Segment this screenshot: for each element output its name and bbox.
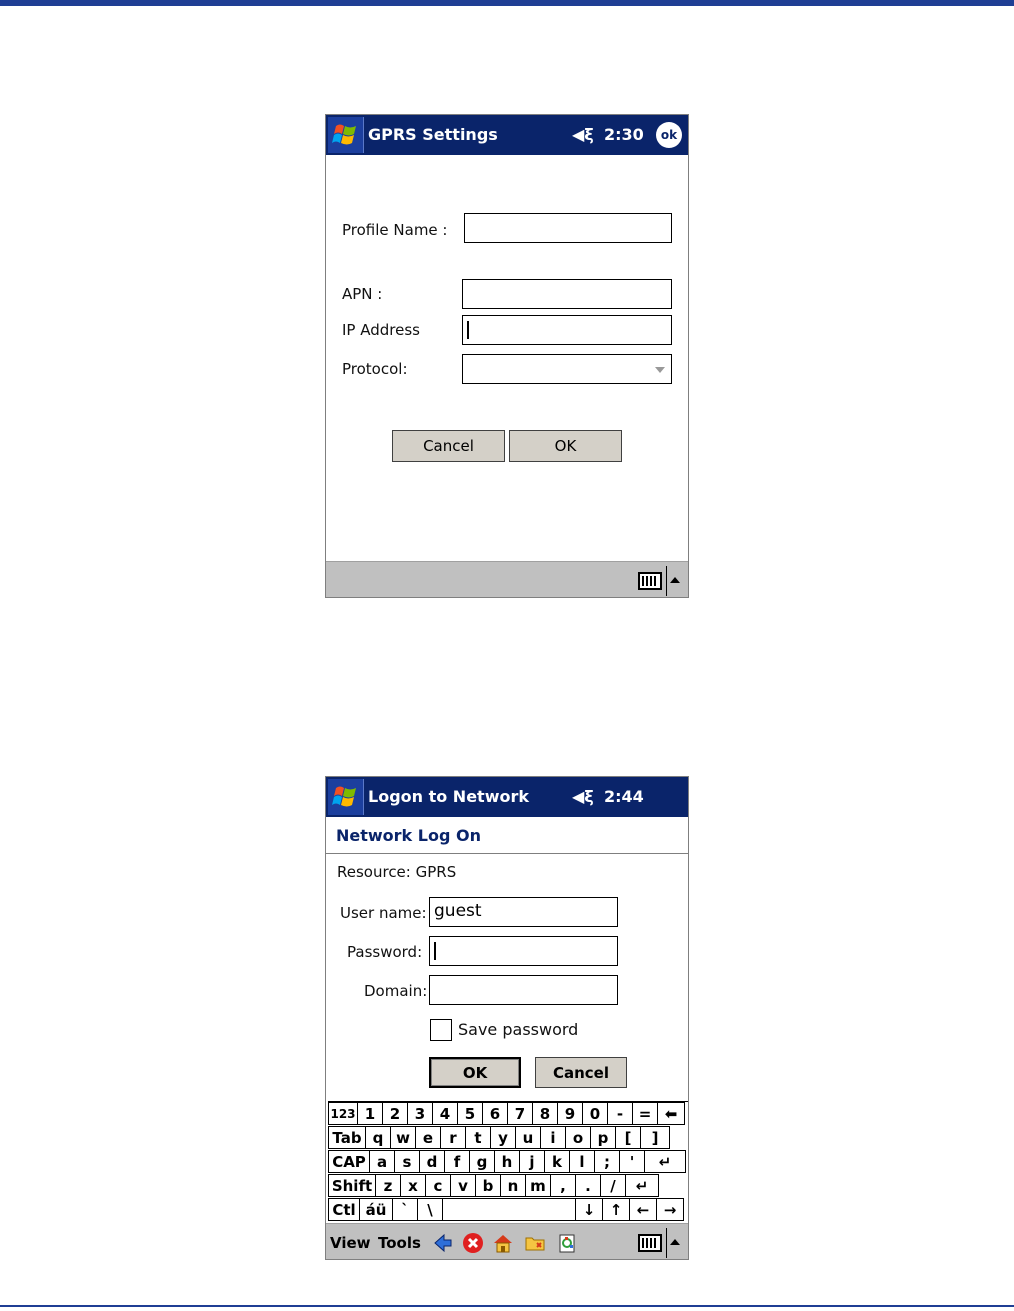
key-return[interactable]: ↵ bbox=[625, 1174, 659, 1197]
key-right-bracket[interactable]: ] bbox=[640, 1126, 670, 1149]
key-arrow-right[interactable]: → bbox=[656, 1198, 684, 1221]
chevron-up-icon[interactable] bbox=[670, 577, 680, 583]
key-ctrl[interactable]: Ctl bbox=[328, 1198, 360, 1221]
ok-close-button[interactable]: ok bbox=[656, 122, 682, 148]
key-t[interactable]: t bbox=[465, 1126, 491, 1149]
dialog-header-title: Network Log On bbox=[336, 826, 481, 845]
title-bar bbox=[326, 777, 688, 817]
command-bar bbox=[326, 1223, 688, 1260]
key-r[interactable]: r bbox=[440, 1126, 466, 1149]
ip-address-label: IP Address bbox=[342, 321, 420, 339]
key-e[interactable]: e bbox=[415, 1126, 441, 1149]
key-7[interactable]: 7 bbox=[507, 1102, 533, 1125]
page-top-rule bbox=[0, 0, 1014, 6]
user-name-label: User name: bbox=[340, 904, 427, 922]
keyboard-row-4 bbox=[328, 1174, 658, 1198]
key-arrow-up[interactable]: ↑ bbox=[602, 1198, 630, 1221]
key-semicolon[interactable]: ; bbox=[594, 1150, 620, 1173]
key-m[interactable]: m bbox=[525, 1174, 551, 1197]
favorites-folder-icon[interactable] bbox=[524, 1232, 546, 1254]
key-l[interactable]: l bbox=[569, 1150, 595, 1173]
keyboard-row-2 bbox=[328, 1126, 669, 1150]
key-d[interactable]: d bbox=[419, 1150, 445, 1173]
stop-icon[interactable] bbox=[462, 1232, 484, 1254]
key-a[interactable]: a bbox=[369, 1150, 395, 1173]
key-0[interactable]: 0 bbox=[582, 1102, 608, 1125]
separator bbox=[666, 1228, 667, 1258]
key-g[interactable]: g bbox=[469, 1150, 495, 1173]
key-2[interactable]: 2 bbox=[382, 1102, 408, 1125]
chevron-down-icon bbox=[655, 367, 665, 373]
key-k[interactable]: k bbox=[544, 1150, 570, 1173]
menu-view[interactable]: View bbox=[330, 1234, 371, 1252]
resource-label: Resource: GPRS bbox=[337, 863, 457, 881]
key-p[interactable]: p bbox=[590, 1126, 616, 1149]
key-arrow-down[interactable]: ↓ bbox=[575, 1198, 603, 1221]
key-space[interactable] bbox=[442, 1198, 576, 1221]
windows-flag-icon bbox=[332, 784, 360, 810]
profile-name-input[interactable] bbox=[464, 213, 672, 243]
key-b[interactable]: b bbox=[475, 1174, 501, 1197]
windows-flag-icon bbox=[332, 122, 360, 148]
chevron-up-icon[interactable] bbox=[670, 1239, 680, 1245]
page-bottom-rule bbox=[0, 1305, 1014, 1307]
profile-name-label: Profile Name : bbox=[342, 221, 448, 239]
key-3[interactable]: 3 bbox=[407, 1102, 433, 1125]
key-enter[interactable]: ↵ bbox=[644, 1150, 686, 1173]
ok-button[interactable]: OK bbox=[509, 430, 622, 462]
apn-input[interactable] bbox=[462, 279, 672, 309]
key-n[interactable]: n bbox=[500, 1174, 526, 1197]
keyboard-icon[interactable] bbox=[638, 1234, 662, 1252]
key-left-bracket[interactable]: [ bbox=[615, 1126, 641, 1149]
text-cursor bbox=[467, 321, 469, 339]
key-6[interactable]: 6 bbox=[482, 1102, 508, 1125]
keyboard-row-1 bbox=[328, 1102, 684, 1126]
save-password-label: Save password bbox=[458, 1020, 579, 1039]
refresh-page-icon[interactable] bbox=[556, 1232, 578, 1254]
key-equals[interactable]: = bbox=[632, 1102, 658, 1125]
key-q[interactable]: q bbox=[365, 1126, 391, 1149]
save-password-checkbox[interactable] bbox=[430, 1019, 452, 1041]
key-backspace[interactable]: ⬅ bbox=[657, 1102, 685, 1125]
key-1[interactable]: 1 bbox=[357, 1102, 383, 1125]
text-cursor bbox=[434, 942, 436, 960]
cancel-button[interactable]: Cancel bbox=[392, 430, 505, 462]
ok-button[interactable]: OK bbox=[429, 1057, 521, 1088]
key-8[interactable]: 8 bbox=[532, 1102, 558, 1125]
back-arrow-icon[interactable] bbox=[432, 1232, 454, 1254]
key-i[interactable]: i bbox=[540, 1126, 566, 1149]
key-s[interactable]: s bbox=[394, 1150, 420, 1173]
cancel-button[interactable]: Cancel bbox=[535, 1057, 627, 1088]
key-tab[interactable]: Tab bbox=[328, 1126, 366, 1149]
clock[interactable]: 2:44 bbox=[604, 787, 644, 806]
ip-address-input[interactable] bbox=[462, 315, 672, 345]
domain-label: Domain: bbox=[364, 982, 428, 1000]
key-backslash[interactable]: \ bbox=[417, 1198, 443, 1221]
gprs-settings-window bbox=[325, 114, 689, 598]
protocol-label: Protocol: bbox=[342, 360, 408, 378]
key-h[interactable]: h bbox=[494, 1150, 520, 1173]
key-u[interactable]: u bbox=[515, 1126, 541, 1149]
home-icon[interactable] bbox=[492, 1232, 514, 1254]
key-accents[interactable]: áü bbox=[359, 1198, 393, 1221]
password-input[interactable] bbox=[429, 936, 618, 966]
clock[interactable]: 2:30 bbox=[604, 125, 644, 144]
dialog-header bbox=[326, 817, 688, 854]
keyboard-row-3 bbox=[328, 1150, 685, 1174]
key-x[interactable]: x bbox=[400, 1174, 426, 1197]
window-title: Logon to Network bbox=[368, 787, 529, 806]
title-bar bbox=[326, 115, 688, 155]
keyboard-row-5 bbox=[328, 1198, 683, 1222]
domain-input[interactable] bbox=[429, 975, 618, 1005]
key-comma[interactable]: , bbox=[550, 1174, 576, 1197]
key-c[interactable]: c bbox=[425, 1174, 451, 1197]
key-backtick[interactable]: ` bbox=[392, 1198, 418, 1221]
password-label: Password: bbox=[347, 943, 423, 961]
key-minus[interactable]: - bbox=[607, 1102, 633, 1125]
key-y[interactable]: y bbox=[490, 1126, 516, 1149]
key-o[interactable]: o bbox=[565, 1126, 591, 1149]
separator bbox=[666, 566, 667, 596]
speaker-icon[interactable]: ◀ξ bbox=[572, 787, 594, 806]
key-z[interactable]: z bbox=[375, 1174, 401, 1197]
protocol-dropdown[interactable] bbox=[462, 354, 672, 384]
key-slash[interactable]: / bbox=[600, 1174, 626, 1197]
soft-keyboard bbox=[328, 1101, 688, 1221]
speaker-icon[interactable]: ◀ξ bbox=[572, 125, 594, 144]
key-v[interactable]: v bbox=[450, 1174, 476, 1197]
command-bar bbox=[326, 561, 688, 598]
key-quote[interactable]: ' bbox=[619, 1150, 645, 1173]
key-j[interactable]: j bbox=[519, 1150, 545, 1173]
menu-tools[interactable]: Tools bbox=[378, 1234, 421, 1252]
start-button[interactable] bbox=[328, 779, 364, 815]
window-title: GPRS Settings bbox=[368, 125, 498, 144]
logon-window bbox=[325, 776, 689, 1260]
apn-label: APN : bbox=[342, 285, 383, 303]
key-9[interactable]: 9 bbox=[557, 1102, 583, 1125]
key-123[interactable]: 123 bbox=[328, 1102, 358, 1125]
key-caps[interactable]: CAP bbox=[328, 1150, 370, 1173]
user-name-input[interactable]: guest bbox=[429, 897, 618, 927]
key-shift[interactable]: Shift bbox=[328, 1174, 376, 1197]
key-4[interactable]: 4 bbox=[432, 1102, 458, 1125]
keyboard-icon[interactable] bbox=[638, 572, 662, 590]
key-f[interactable]: f bbox=[444, 1150, 470, 1173]
key-w[interactable]: w bbox=[390, 1126, 416, 1149]
key-5[interactable]: 5 bbox=[457, 1102, 483, 1125]
key-arrow-left[interactable]: ← bbox=[629, 1198, 657, 1221]
key-period[interactable]: . bbox=[575, 1174, 601, 1197]
start-button[interactable] bbox=[328, 117, 364, 153]
